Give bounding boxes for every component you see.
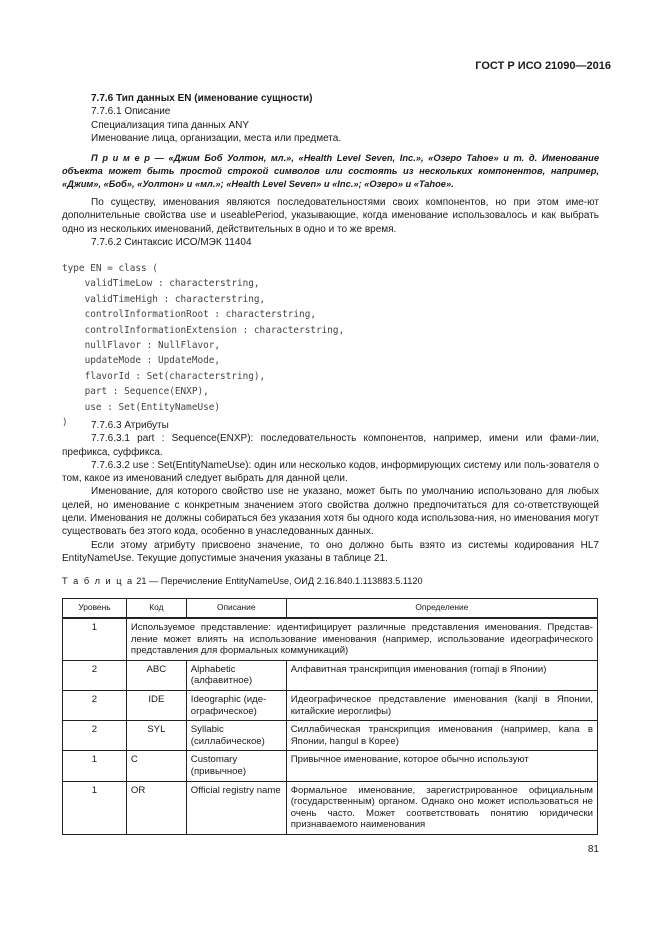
cell-level: 2 [63, 690, 127, 720]
cell-code: OR [126, 781, 186, 834]
cell-definition: Силлабическая транскрипция именования (например, kana в Японии, hangul в Корее) [286, 721, 597, 751]
cell-code: SYL [126, 721, 186, 751]
default-use-paragraph: Именование, для которого свойство use не указано, может быть по умолчанию использовано для любых целей, но именование с конкретным значением этого свойства должно предпочитаться для со-ответствующей цели. Именования не должны собираться без указания хотя бы одного кода использова-ния, но именования могут существовать без этого кода, особенно в унаследованных данных. [62, 486, 599, 538]
table-row [63, 781, 598, 834]
cell-code: ABC [126, 660, 186, 690]
table-header-row [63, 599, 598, 619]
cell-description: Alphabetic (алфавитное) [186, 660, 286, 690]
cell-level: 2 [63, 721, 127, 751]
example-label: П р и м е р [91, 153, 150, 163]
cell-code: IDE [126, 690, 186, 720]
table-caption [62, 576, 423, 586]
specialization-line: Специализация типа данных ANY [91, 119, 250, 131]
table-row [63, 618, 598, 660]
header-level: Уровень [63, 599, 127, 619]
header-code: Код [126, 599, 186, 619]
example-text: — «Джим Боб Уолтон, мл.», «Health Level Seven, Inc.», «Озеро Tahoe» и т. д. Именование объекта может быть простой строкой символов или состоять из нескольких компонентов, например, «Джим», «Боб», «Уолтон» и «мл.»; «Health Level Seven» и «Inc.»; «Озеро» и «Tahoe». [62, 153, 599, 189]
subsection-7-7-6-3: 7.7.6.3 Атрибуты [91, 420, 169, 431]
cell-code: C [126, 751, 186, 781]
entity-name-use-table [62, 598, 598, 835]
attribute-use-paragraph: 7.7.6.3.2 use : Set(EntityNameUse): один или несколько кодов, информирующих систему или поль-зователя о том, какое из именований следует выбрать для данной цели. [62, 459, 599, 485]
document-header: ГОСТ Р ИСО 21090—2016 [475, 60, 611, 72]
table-row [63, 751, 598, 781]
cell-description: Official registry name [186, 781, 286, 834]
cell-level: 1 [63, 781, 127, 834]
section-7-7-6 [62, 92, 599, 145]
hl7-paragraph: Если этому атрибуту присвоено значение, то оно должно быть взято из системы кодирования HL7 EntityNameUse. Текущие допустимые значения указаны в таблице 21. [62, 539, 599, 564]
table-row [63, 660, 598, 690]
header-description: Описание [186, 599, 286, 619]
cell-description: Syllabic (силлабическое) [186, 721, 286, 751]
cell-level: 2 [63, 660, 127, 690]
cell-description: Ideographic (иде-ографическое) [186, 690, 286, 720]
cell-span-definition: Используемое представление: идентифицирует различные представления именования. Представ-ление может влиять на использование именования (например, использование идеографического представления для формальных коммуникаций) [126, 618, 597, 660]
page-number: 81 [587, 844, 599, 855]
section-title: 7.7.6 Тип данных EN (именование сущности) [91, 93, 313, 104]
subsection-7-7-6-1: 7.7.6.1 Описание [91, 106, 171, 118]
table-row [63, 690, 598, 720]
table-row [63, 721, 598, 751]
sequences-paragraph: По существу, именования являются последовательностями своих компонентов, но при этом име-ют дополнительные свойства use и useablePeriod, указывающие, когда именование использовалось и как выбрать одно из нескольких именований, действительных в одно и то же время. [62, 197, 599, 235]
attribute-part-paragraph: 7.7.6.3.1 part : Sequence(ENXP): последовательность компонентов, например, имени или фами-лии, префикса, суффикса. [62, 433, 599, 458]
attributes-block [62, 419, 599, 565]
cell-definition: Формальное именование, зарегистрированное официальным (государственным) органом. Однако оно может использоваться не очень часто. Может соответствовать понятию юридически признаваемого наименования [286, 781, 597, 834]
table-caption-text: 21 — Перечисление EntityNameUse, ОИД 2.16.840.1.113883.5.1120 [133, 576, 423, 586]
cell-description: Customary (привычное) [186, 751, 286, 781]
cell-level: 1 [63, 751, 127, 781]
sequences-block [62, 196, 599, 249]
example-paragraph [62, 152, 599, 191]
cell-definition: Алфавитная транскрипция именования (romaji в Японии) [286, 660, 597, 690]
table-caption-prefix: Т а б л и ц а [62, 576, 134, 586]
example-block [62, 152, 599, 191]
header-definition: Определение [286, 599, 597, 619]
cell-level: 1 [63, 618, 127, 660]
subsection-7-7-6-2: 7.7.6.2 Синтаксис ИСО/МЭК 11404 [91, 236, 252, 248]
naming-line: Именование лица, организации, места или предмета. [91, 132, 342, 144]
cell-definition: Идеографическое представление именования (kanji в Японии, китайские иероглифы) [286, 690, 597, 720]
syntax-code-block: type EN = class ( validTimeLow : characterstring, validTimeHigh : characterstring, controlInformationRoot : characterstring, controlInformationExtension : characterstring, nullFlavor : NullFlavor, updateMode : UpdateMode, flavorId : Set(characterstring), part : Sequence(ENXP), use : Set(EntityNameUse) ) [62, 263, 345, 429]
cell-definition: Привычное именование, которое обычно используют [286, 751, 597, 781]
